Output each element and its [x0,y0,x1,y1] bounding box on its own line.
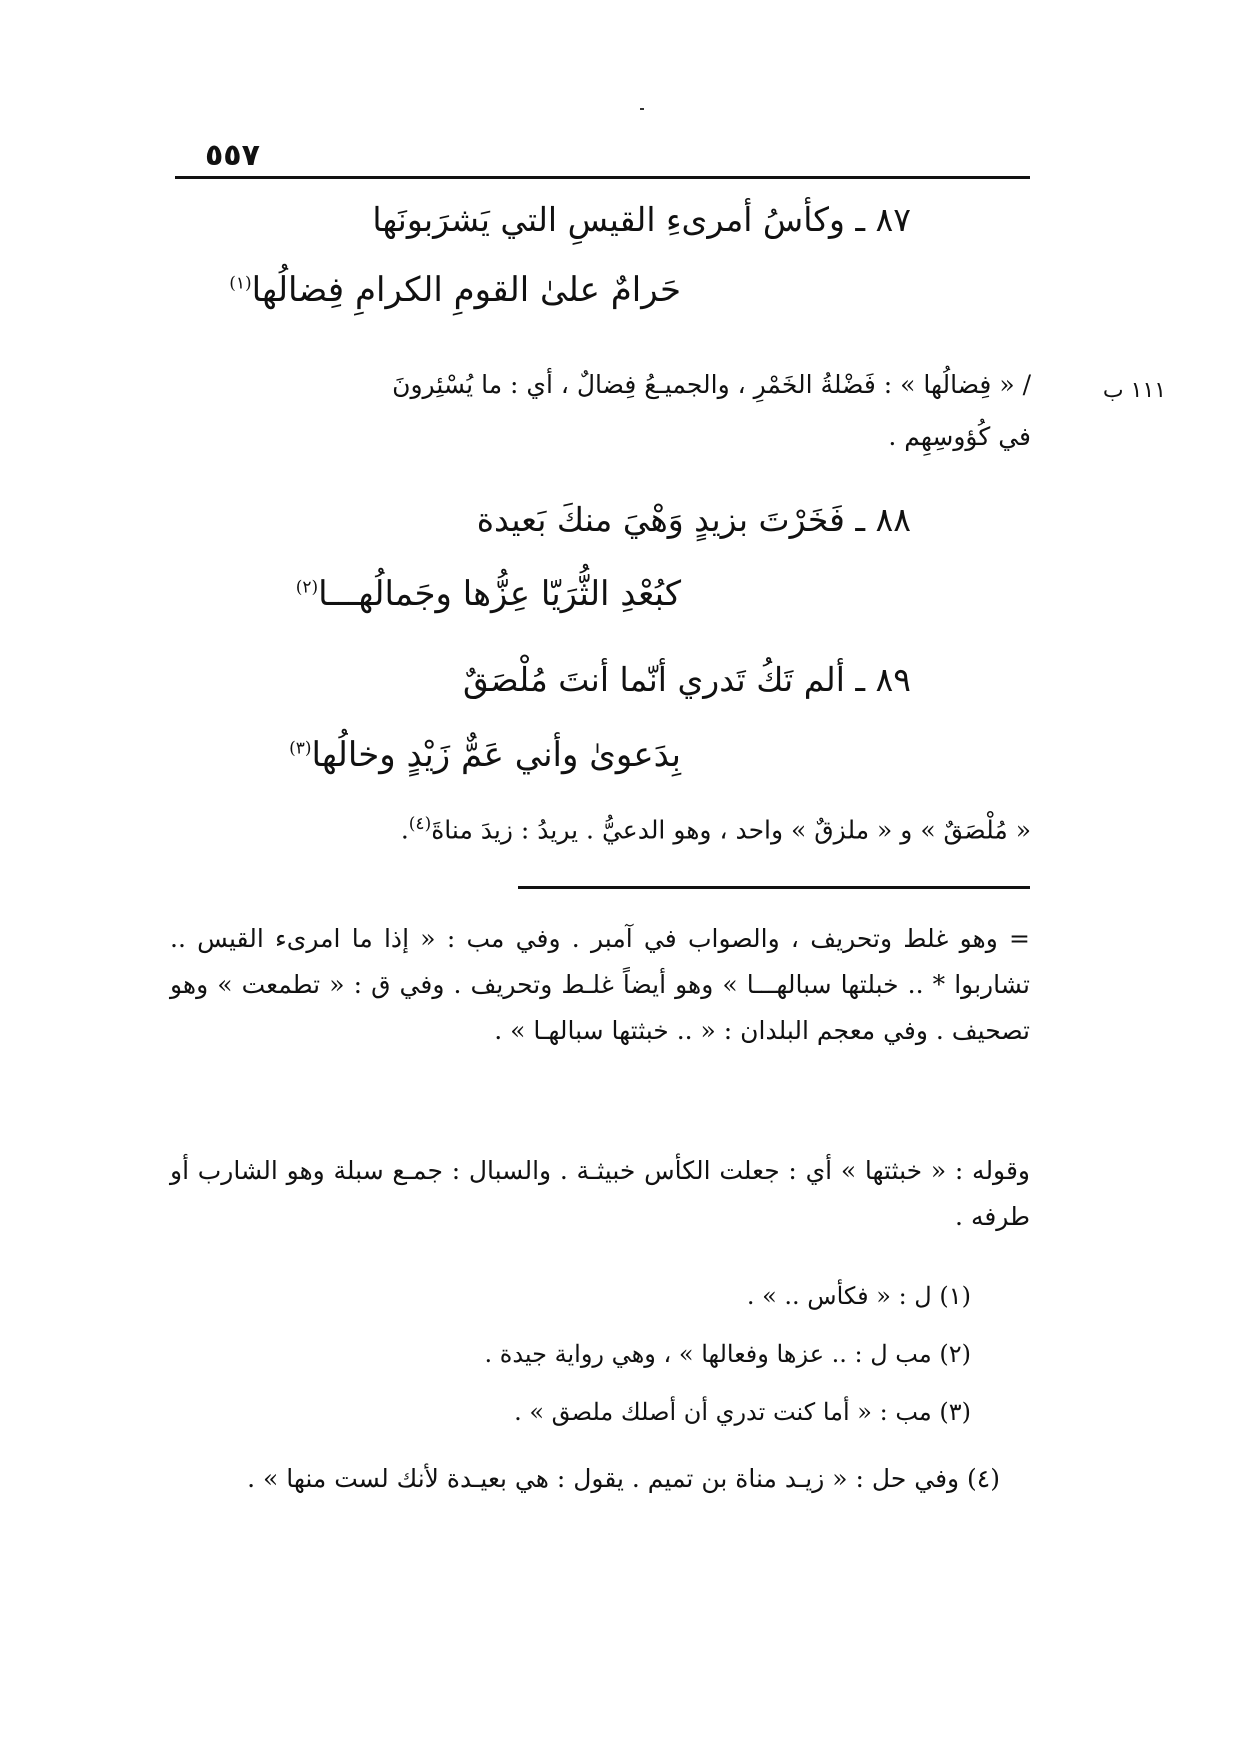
verse-89-first-hemistich: ٨٩ ـ ألم تَكُ تَدري أنّما أنتَ مُلْصَقٌ [463,660,911,699]
footnote-marker: (٢) [295,577,319,598]
verse-88-first-hemistich: ٨٨ ـ فَخَرْتَ بزيدٍ وَهْيَ منكَ بَعيدة [476,500,911,539]
footnote-3: (٣) مب : « أما كنت تدري أن أصلك ملصق » . [514,1398,971,1426]
footnote-1: (١) ل : « فكأس .. » . [746,1282,971,1310]
footnote-marker: (٤) [408,814,432,834]
verse-text: بِدَعوىٰ وأني عَمٌّ زَيْدٍ وخالُها [311,735,681,775]
commentary-end: . [400,815,409,845]
footnote-continuation-2: وقوله : « خبثتها » أي : جعلت الكأس خبيثـة . والسبال : جمـع سبلة وهو الشارب أو طرفه . [170,1156,1030,1231]
commentary-text: « مُلْصَقٌ » و « ملزقٌ » واحد ، وهو الدعيُّ . يريدُ : زيدَ مناةَ [431,815,1031,845]
commentary-87-line1: / « فِضالُها » : فَضْلةُ الخَمْرِ ، والجميـعُ فِضالٌ ، أي : ما يُسْئِرونَ [392,370,1031,399]
header-rule [175,176,1030,179]
footnote-continuation: = وهو غلط وتحريف ، والصواب في آمبر . وفي مب : « إذا ما امرىء القيس .. تشاربوا * .. خبلتها سبالهـــا » وهو أيضاً غلـط وتحريف . وفي ق : « تطمعت » وهو تصحيف . وفي معجم البلدان : « .. خبثتها سبالهـا » . [170,924,1030,1045]
commentary-87-line2: في كُؤوسِهِم . [888,422,1031,451]
footnote-4: (٤) وفي حل : « زيـد مناة بن تميم . يقول : هي بعيـدة لأنك لست منها » . [247,1464,1000,1493]
footnote-separator [518,886,1030,889]
page-number: ٥٥٧ [205,138,260,173]
footnote-2: (٢) مب ل : .. عزها وفعالها » ، وهي رواية جيدة . [484,1340,971,1368]
speck-mark [640,108,644,110]
verse-89-second-hemistich [289,735,681,775]
commentary-89 [401,814,1031,844]
verse-87-first-hemistich: ٨٧ ـ وكأسُ أمرىءِ القيسِ التي يَشرَبونَها [372,200,911,239]
verse-text: حَرامٌ علىٰ القومِ الكرامِ فِضالُها [251,270,681,310]
footnote-marker: (٣) [289,738,312,759]
margin-folio-note: ١١١ ب [1102,378,1167,403]
verse-87-second-hemistich [229,270,681,310]
verse-text: كبُعْدِ الثُّرَيّا عِزُّها وجَمالُهـــا [318,574,681,614]
verse-88-second-hemistich [296,574,681,614]
footnote-marker: (١) [229,273,252,294]
